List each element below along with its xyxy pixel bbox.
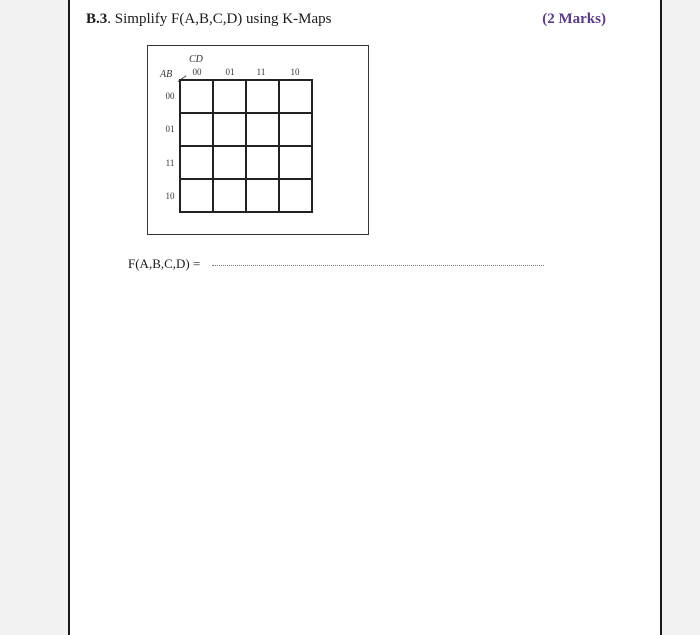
answer-label: F(A,B,C,D) = (128, 256, 201, 271)
question-title (86, 11, 331, 28)
kmap-col-label: 10 (290, 67, 300, 77)
kmap-cell-00-01[interactable] (214, 81, 247, 114)
kmap-cell-01-11[interactable] (247, 114, 280, 147)
question-text: . Simplify F(A,B,C,D) using K-Maps (107, 11, 332, 27)
kmap-cell-11-00[interactable] (181, 147, 214, 180)
kmap-row-label: 01 (165, 124, 175, 134)
kmap-cell-10-01[interactable] (214, 180, 247, 213)
kmap-grid (179, 79, 313, 213)
kmap-cell-01-00[interactable] (181, 114, 214, 147)
kmap-col-label: 00 (192, 67, 202, 77)
kmap-cell-11-01[interactable] (214, 147, 247, 180)
kmap-cell-11-11[interactable] (247, 147, 280, 180)
kmap-cell-00-11[interactable] (247, 81, 280, 114)
kmap-col-variable: CD (189, 54, 203, 65)
kmap-cell-01-10[interactable] (280, 114, 313, 147)
kmap-cell-10-10[interactable] (280, 180, 313, 213)
kmap-col-label: 01 (225, 67, 235, 77)
kmap-cell-00-10[interactable] (280, 81, 313, 114)
kmap-cell-00-00[interactable] (181, 81, 214, 114)
question-number: B.3 (86, 11, 108, 27)
kmap-col-label: 11 (256, 67, 266, 77)
kmap-row-label: 10 (165, 191, 175, 201)
marks-label: (2 Marks) (542, 11, 606, 27)
kmap-cell-10-00[interactable] (181, 180, 214, 213)
kmap-row-label: 11 (165, 158, 175, 168)
kmap-cell-10-11[interactable] (247, 180, 280, 213)
kmap-cell-11-10[interactable] (280, 147, 313, 180)
kmap-cell-01-01[interactable] (214, 114, 247, 147)
answer-line[interactable] (212, 265, 544, 266)
kmap-row-variable: AB (160, 69, 173, 80)
kmap-row-label: 00 (165, 91, 175, 101)
